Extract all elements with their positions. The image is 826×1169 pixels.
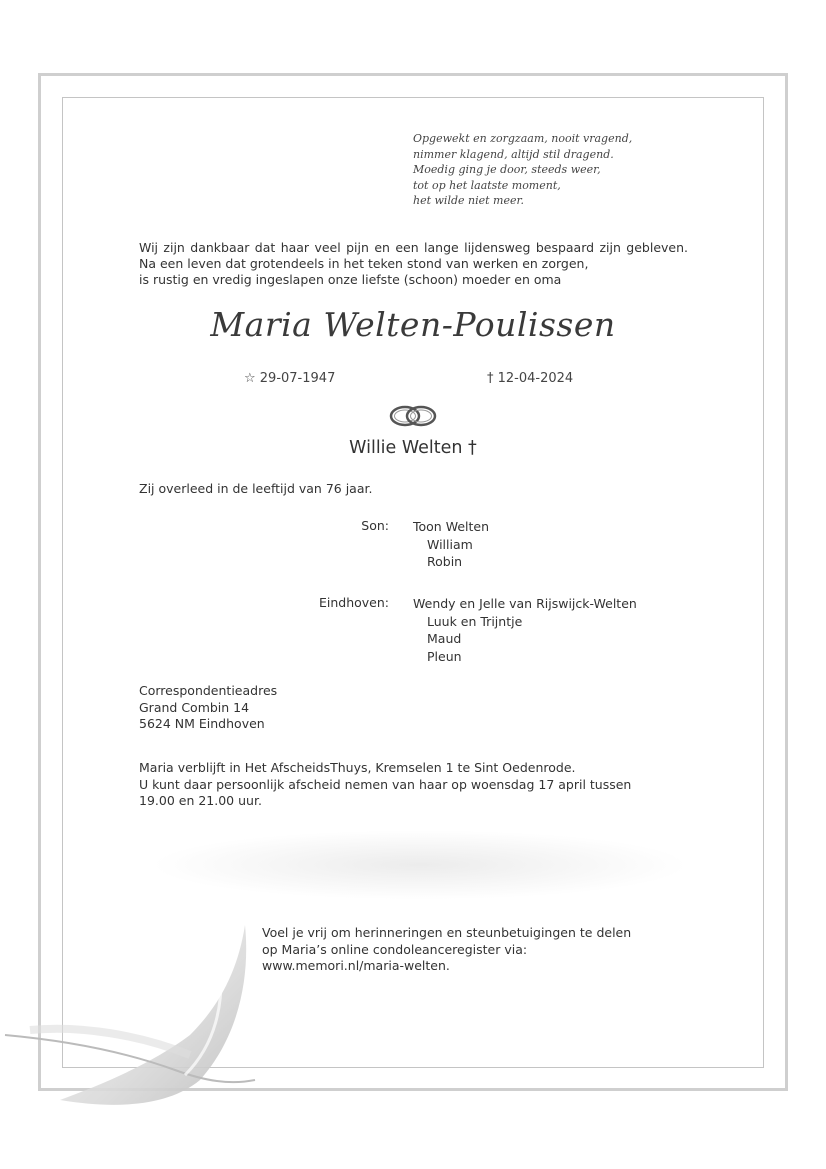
visit-line: 19.00 en 21.00 uur. [139,793,262,808]
online-url: www.memori.nl/maria-welten. [262,958,450,973]
family-member: Luuk en Trijntje [427,613,523,629]
address-line: Grand Combin 14 [139,699,250,715]
wedding-rings-icon [385,403,441,433]
family-label: Eindhoven: [318,595,389,610]
poem-line: Opgewekt en zorgzaam, nooit vragend, [413,132,633,145]
correspondence-address [139,683,277,733]
family-member: Maud [427,631,462,646]
online-line: Voel je vrij om herinneringen en steunbetuigingen te delen [262,925,632,940]
visit-info [139,760,631,810]
deceased-name: Maria Welten-Poulissen [210,305,616,344]
poem [413,131,632,209]
death-date: † 12-04-2024 [487,371,574,386]
family-member: Pleun [427,648,462,664]
soft-shadow-decoration [150,830,690,900]
intro-text [139,240,688,288]
family-names [413,595,637,665]
family-names [413,518,489,571]
poem-line: het wilde niet meer. [413,194,525,208]
visit-line: Maria verblijft in Het AfscheidsThuys, Kremselen 1 te Sint Oedenrode. [139,760,576,775]
poem-line: Moedig ging je door, steeds weer, [413,163,601,177]
family-member: Robin [427,554,463,569]
family-label: Son: [361,518,389,533]
online-register-info [262,925,631,975]
intro-line: is rustig en vredig ingeslapen onze liefste (schoon) moeder en oma [139,272,562,287]
address-line: Correspondentieadres [139,683,278,698]
partner-name: Willie Welten † [349,438,477,458]
birth-date: ☆ 29-07-1947 [244,371,336,386]
family-member: Wendy en Jelle van Rijswijck-Welten [413,596,637,611]
family-member: Toon Welten [413,519,490,534]
address-line: 5624 NM Eindhoven [139,716,265,731]
family-member: William [427,536,473,552]
poem-line: tot op het laatste moment, [413,178,561,192]
feather-icon [0,915,270,1119]
visit-line: U kunt daar persoonlijk afscheid nemen van haar op woensdag 17 april tussen [139,776,632,792]
online-line: op Maria’s online condoleanceregister via: [262,941,528,957]
poem-line: nimmer klagend, altijd stil dragend. [413,147,614,161]
age-text: Zij overleed in de leeftijd van 76 jaar. [139,481,373,496]
intro-line: Wij zijn dankbaar dat haar veel pijn en een lange lijdensweg bespaard zijn gebleven. Na een leven dat grotendeels in het teken stond van werken en zorgen, [139,240,688,271]
